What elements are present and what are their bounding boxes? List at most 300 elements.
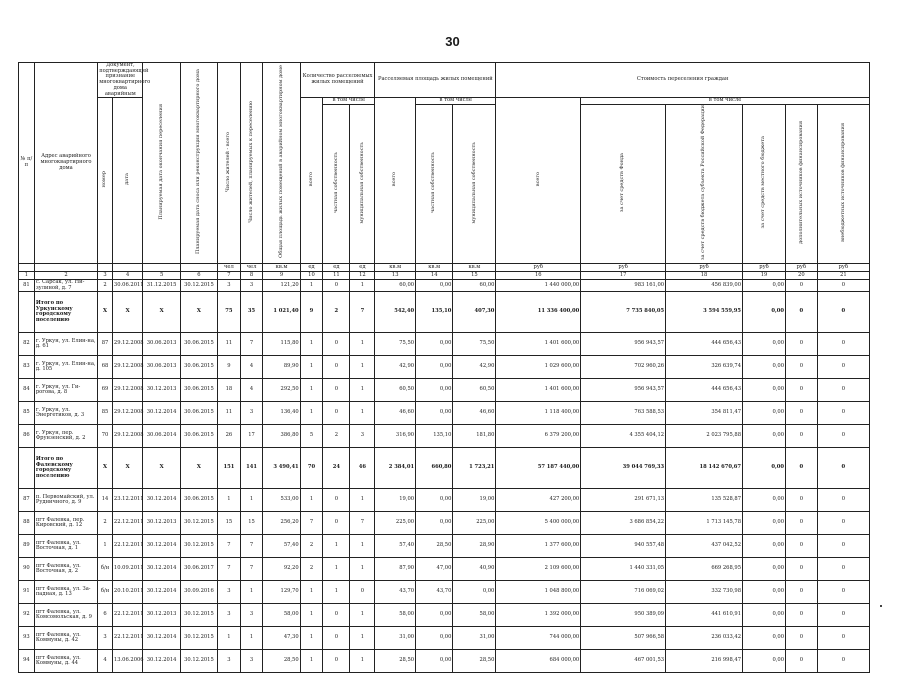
hdr-cost-region: за счет средств бюджета субъекта Российской Федерации (666, 105, 743, 264)
table-cell (19, 292, 35, 333)
table-cell: 135,10 (416, 425, 453, 448)
table-cell: 0 (817, 512, 869, 535)
table-cell: 1 (323, 581, 350, 604)
table-cell: 9 (218, 356, 241, 379)
table-cell: 30.12.2014 (143, 650, 180, 673)
table-cell: 0 (786, 333, 818, 356)
table-cell: 236 033,42 (666, 627, 743, 650)
table-cell: 0,00 (743, 356, 786, 379)
table-cell: 60,50 (453, 379, 496, 402)
table-cell: 82 (19, 333, 35, 356)
table-cell: 30.12.2013 (143, 379, 180, 402)
table-cell: 427 200,00 (496, 489, 581, 512)
table-cell: 22.12.2011 (112, 512, 143, 535)
table-cell: 316,90 (375, 425, 416, 448)
table-cell: 507 966,58 (581, 627, 666, 650)
table-cell: 87,90 (375, 558, 416, 581)
table-cell: 135,10 (416, 292, 453, 333)
column-number: 4 (112, 271, 143, 279)
table-cell: 2 384,01 (375, 448, 416, 489)
table-cell: 292,50 (263, 379, 300, 402)
table-cell: 1 (350, 535, 375, 558)
column-number: 10 (300, 271, 323, 279)
table-cell: 1 (350, 604, 375, 627)
table-row (19, 279, 870, 291)
table-cell: 29.12.2008 (112, 333, 143, 356)
hdr-cost-incl: в том числе (581, 98, 870, 105)
hdr-cost-total: всего (496, 98, 581, 264)
table-cell: 30.12.2015 (180, 604, 217, 627)
table-cell: 2 (300, 535, 323, 558)
table-cell: 30.12.2013 (143, 512, 180, 535)
table-cell: 30.12.2015 (180, 650, 217, 673)
table-cell: 129,70 (263, 581, 300, 604)
table-cell: 0 (817, 604, 869, 627)
table-cell: 75 (218, 292, 241, 333)
table-cell: 136,40 (263, 402, 300, 425)
table-cell: 7 (240, 535, 263, 558)
table-cell: 47,30 (263, 627, 300, 650)
table-cell: X (143, 448, 180, 489)
table-cell: 702 960,26 (581, 356, 666, 379)
table-cell: 2 (98, 279, 113, 291)
table-cell: 3 (218, 581, 241, 604)
table-cell: г. Уркун, ул. Елин-на, д. 61 (34, 333, 97, 356)
table-cell: 0 (323, 379, 350, 402)
table-cell: 1 (300, 279, 323, 291)
table-cell: 1 (300, 356, 323, 379)
unit-cell: руб (743, 263, 786, 271)
table-cell: 93 (19, 627, 35, 650)
table-cell: 1 021,40 (263, 292, 300, 333)
table-cell: 0,00 (743, 604, 786, 627)
table-cell: 0 (323, 627, 350, 650)
table-cell: 763 588,53 (581, 402, 666, 425)
table-cell: 0,00 (743, 512, 786, 535)
table-cell: 0 (817, 279, 869, 291)
table-cell: 0,00 (416, 333, 453, 356)
table-cell: 30.06.2015 (180, 402, 217, 425)
table-cell: 28,50 (453, 650, 496, 673)
table-cell: 956 943,57 (581, 333, 666, 356)
table-cell: 1 029 600,00 (496, 356, 581, 379)
table-cell: 57,40 (375, 535, 416, 558)
table-cell: 3 686 854,22 (581, 512, 666, 535)
table-cell: 0 (786, 558, 818, 581)
column-number: 12 (350, 271, 375, 279)
table-cell: 85 (98, 402, 113, 425)
table-cell: 0 (817, 292, 869, 333)
hdr-residents: Число жителей - всего (218, 63, 241, 264)
unit-cell: ед (323, 263, 350, 271)
table-cell: 1 (300, 650, 323, 673)
table-cell: 1 (300, 604, 323, 627)
column-number: 13 (375, 271, 416, 279)
table-cell: 81 (19, 279, 35, 291)
table-cell: 0,00 (743, 650, 786, 673)
table-cell: 43,70 (375, 581, 416, 604)
table-cell: Итого по Фалевскому городскому поселению (34, 448, 97, 489)
table-cell: 28,50 (375, 650, 416, 673)
unit-cell: кв.м (263, 263, 300, 271)
column-numbers-row (19, 271, 870, 279)
table-cell: 0 (786, 356, 818, 379)
table-cell: 0,00 (743, 627, 786, 650)
table-cell: 1 (98, 535, 113, 558)
table-cell: 1 (240, 581, 263, 604)
table-cell: 94 (19, 650, 35, 673)
table-cell: 326 639,74 (666, 356, 743, 379)
table-cell: 0 (323, 279, 350, 291)
table-cell: б/н (98, 581, 113, 604)
table-cell: 30.06.2015 (180, 356, 217, 379)
hdr-area-incl: в том числе (416, 98, 496, 105)
hdr-area-municipal: муниципальная собственность (453, 105, 496, 264)
table-cell: 0 (323, 650, 350, 673)
table-cell: 11 336 400,00 (496, 292, 581, 333)
table-cell: 30.06.2014 (143, 425, 180, 448)
column-number: 11 (323, 271, 350, 279)
table-cell: X (98, 448, 113, 489)
table-cell: 0 (786, 425, 818, 448)
table-cell: 0 (323, 512, 350, 535)
table-cell: 983 161,00 (581, 279, 666, 291)
table-cell: 30.06.2015 (180, 425, 217, 448)
table-cell: пгт Фалевка, ул. Восточная, д. 2 (34, 558, 97, 581)
table-cell: 1 (218, 627, 241, 650)
table-cell: 28,50 (416, 535, 453, 558)
table-cell: 30.12.2014 (143, 402, 180, 425)
table-cell: 0 (817, 402, 869, 425)
table-row (19, 581, 870, 604)
total-row (19, 448, 870, 489)
table-cell: 1 (350, 650, 375, 673)
table-cell: 0 (786, 581, 818, 604)
column-number: 19 (743, 271, 786, 279)
table-cell: 669 268,95 (666, 558, 743, 581)
table-cell: 1 (300, 627, 323, 650)
table-cell: 29.12.2008 (112, 379, 143, 402)
table-cell: 684 000,00 (496, 650, 581, 673)
hdr-rooms-area: Расселяемая площадь жилых помещений (375, 63, 496, 98)
hdr-cost-fund: за счет средств Фонда (581, 105, 666, 264)
column-number: 20 (786, 271, 818, 279)
table-cell: 30.12.2014 (143, 627, 180, 650)
hdr-area-total: всего (375, 98, 416, 264)
table-cell: 1 (240, 627, 263, 650)
table-row (19, 425, 870, 448)
table-cell: 5 400 000,00 (496, 512, 581, 535)
table-cell: 950 389,09 (581, 604, 666, 627)
table-cell: 4 (98, 650, 113, 673)
table-cell: 5 (300, 425, 323, 448)
table-cell: 30.12.2014 (143, 581, 180, 604)
table-cell: 60,00 (375, 279, 416, 291)
table-cell: 1 713 145,78 (666, 512, 743, 535)
table-cell: 1 (350, 356, 375, 379)
table-cell: 135 528,87 (666, 489, 743, 512)
table-row (19, 558, 870, 581)
hdr-rooms-count: Количество расселяемых жилых помещений (300, 63, 375, 98)
table-cell: 7 (300, 512, 323, 535)
table-cell: 60,50 (375, 379, 416, 402)
table-cell: 46 (350, 448, 375, 489)
table-cell: пгт Фалевка, ул. Коммуны, д. 42 (34, 627, 97, 650)
table-cell: 91 (19, 581, 35, 604)
table-cell: 444 656,43 (666, 333, 743, 356)
table-cell: 7 (240, 333, 263, 356)
table-cell: 86 (19, 425, 35, 448)
table-row (19, 356, 870, 379)
table-cell: 28,50 (263, 650, 300, 673)
page-number: 30 (445, 34, 460, 49)
table-cell: 0 (786, 489, 818, 512)
total-row (19, 292, 870, 333)
table-cell: 29.12.2008 (112, 402, 143, 425)
table-cell: 11 (218, 333, 241, 356)
table-cell: 69 (98, 379, 113, 402)
column-number: 18 (666, 271, 743, 279)
table-cell: 660,80 (416, 448, 453, 489)
table-cell: 0,00 (416, 356, 453, 379)
table-cell: 0 (323, 402, 350, 425)
column-number: 9 (263, 271, 300, 279)
table-cell: 0,00 (743, 581, 786, 604)
table-cell: X (180, 292, 217, 333)
table-cell: 30.06.2015 (180, 333, 217, 356)
table-cell: 0,00 (416, 402, 453, 425)
table-cell: 30.09.2016 (180, 581, 217, 604)
table-cell: 87 (19, 489, 35, 512)
table-cell: 940 557,48 (581, 535, 666, 558)
hdr-count-municipal: муниципальная собственность (350, 105, 375, 264)
table-cell: 542,40 (375, 292, 416, 333)
table-cell: г. Уркун, пер. Фрунзенский, д. 2 (34, 425, 97, 448)
table-cell: 3 (218, 604, 241, 627)
units-row (19, 263, 870, 271)
table-cell: 30.12.2014 (143, 558, 180, 581)
table-cell: 0,00 (743, 448, 786, 489)
table-cell: 30.06.2017 (180, 558, 217, 581)
table-cell: 13.06.2006 (112, 650, 143, 673)
table-cell: 407,30 (453, 292, 496, 333)
table-row (19, 627, 870, 650)
table-cell: 30.12.2014 (143, 535, 180, 558)
table-cell: 1 (350, 627, 375, 650)
column-number: 21 (817, 271, 869, 279)
table-cell: пгт Фалевка, ул. За-падная, д. 13 (34, 581, 97, 604)
table-cell: 58,00 (375, 604, 416, 627)
table-cell: 0 (817, 535, 869, 558)
hdr-total-area: Общая площадь жилых помещений в аварийном многоквартирном доме (263, 63, 300, 264)
hdr-doc-date: дата (112, 98, 143, 264)
table-cell: 2 (323, 425, 350, 448)
table-cell: 1 (350, 558, 375, 581)
table-cell: 58,00 (453, 604, 496, 627)
table-cell: 0,00 (416, 627, 453, 650)
table-cell: 1 401 600,00 (496, 333, 581, 356)
hdr-area-private: частная собственность (416, 105, 453, 264)
table-cell: 42,90 (375, 356, 416, 379)
table-cell: 1 401 600,00 (496, 379, 581, 402)
table-cell: 467 001,53 (581, 650, 666, 673)
table-cell: 0,00 (743, 489, 786, 512)
table-cell: 3 (240, 279, 263, 291)
unit-cell: чел (240, 263, 263, 271)
table-cell: 31,00 (453, 627, 496, 650)
table-cell: 30.06.2011 (112, 279, 143, 291)
table-cell: 256,20 (263, 512, 300, 535)
table-cell: 24 (323, 448, 350, 489)
table-cell: 1 (350, 279, 375, 291)
table-cell: 68 (98, 356, 113, 379)
table-cell: 30.12.2015 (180, 279, 217, 291)
table-cell: 14 (98, 489, 113, 512)
table-cell: 0 (786, 650, 818, 673)
unit-cell (98, 263, 113, 271)
table-cell: 533,00 (263, 489, 300, 512)
table-cell: 3 (240, 604, 263, 627)
table-cell: 22.12.2011 (112, 535, 143, 558)
hdr-cost: Стоимость переселения граждан (496, 63, 870, 98)
table-cell: 0 (817, 356, 869, 379)
table-cell: 0,00 (743, 333, 786, 356)
table-cell: 89,90 (263, 356, 300, 379)
unit-cell: руб (581, 263, 666, 271)
table-cell: 2 109 600,00 (496, 558, 581, 581)
hdr-residents-planned: Число жителей, планируемых к переселению (240, 63, 263, 264)
table-cell: 70 (98, 425, 113, 448)
unit-cell: руб (786, 263, 818, 271)
table-cell: 0,00 (743, 292, 786, 333)
table-cell: 7 (350, 512, 375, 535)
table-cell: 0 (817, 333, 869, 356)
table-cell: 0 (817, 581, 869, 604)
table-cell: 20.10.2011 (112, 581, 143, 604)
hdr-planned-relocation: Планируемая дата окончания переселения (143, 63, 180, 264)
table-cell: 3 (218, 279, 241, 291)
table-cell: 30.06.2015 (180, 489, 217, 512)
table-cell: 30.12.2014 (143, 489, 180, 512)
table-cell: г. Уркун, ул. Энергетиков, д. 3 (34, 402, 97, 425)
unit-cell (34, 263, 97, 271)
table-cell: 31.12.2015 (143, 279, 180, 291)
table-cell: 1 (300, 333, 323, 356)
table-cell: 90 (19, 558, 35, 581)
scan-speck (880, 605, 882, 607)
unit-cell: руб (817, 263, 869, 271)
table-cell: X (180, 448, 217, 489)
table-cell: 0,00 (743, 279, 786, 291)
table-cell: 7 (218, 535, 241, 558)
table-row (19, 650, 870, 673)
table-cell: 0 (817, 489, 869, 512)
table-cell: 141 (240, 448, 263, 489)
table-cell: 3 490,41 (263, 448, 300, 489)
table-cell: 3 (218, 650, 241, 673)
hdr-count-private: частная собственность (323, 105, 350, 264)
table-cell: 18 142 670,67 (666, 448, 743, 489)
table-cell: 1 (350, 379, 375, 402)
table-cell: 956 943,57 (581, 379, 666, 402)
table-cell: 151 (218, 448, 241, 489)
table-cell: 75,50 (375, 333, 416, 356)
hdr-count-total: всего (300, 98, 323, 264)
table-cell: 84 (19, 379, 35, 402)
table-cell: 0,00 (743, 535, 786, 558)
table-cell: 58,00 (263, 604, 300, 627)
table-cell: 0,00 (416, 379, 453, 402)
table-body (19, 279, 870, 672)
table-cell: 75,50 (453, 333, 496, 356)
table-cell: 2 (323, 292, 350, 333)
table-cell: 11 (218, 402, 241, 425)
table-cell: 30.12.2013 (143, 604, 180, 627)
table-cell: 1 440 331,05 (581, 558, 666, 581)
table-cell: 6 (98, 604, 113, 627)
table-cell: 0 (817, 379, 869, 402)
unit-cell: ед (300, 263, 323, 271)
table-cell: 3 (98, 627, 113, 650)
column-number: 14 (416, 271, 453, 279)
table-cell: 1 (350, 402, 375, 425)
table-cell: 0 (817, 627, 869, 650)
column-number: 3 (98, 271, 113, 279)
table-cell: 19,00 (375, 489, 416, 512)
table-cell: 18 (218, 379, 241, 402)
table-cell: пгт Фалевка, ул. Комсомольская, д. 9 (34, 604, 97, 627)
column-number: 7 (218, 271, 241, 279)
table-cell: 0,00 (416, 279, 453, 291)
table-cell: 1 392 000,00 (496, 604, 581, 627)
table-cell: б/н (98, 558, 113, 581)
table-cell: 1 (350, 489, 375, 512)
table-cell: 1 (300, 379, 323, 402)
table-cell: пгт Фалевка, ул. Коммуны, д. 44 (34, 650, 97, 673)
table-cell: 0,00 (743, 558, 786, 581)
unit-cell: руб (496, 263, 581, 271)
table-cell: 39 044 769,33 (581, 448, 666, 489)
table-cell: 46,60 (453, 402, 496, 425)
table-cell: 744 000,00 (496, 627, 581, 650)
table-cell: 0,00 (416, 650, 453, 673)
table-cell: 386,80 (263, 425, 300, 448)
table-cell: 0 (323, 356, 350, 379)
table-cell: 1 (300, 402, 323, 425)
table-cell: 0 (817, 425, 869, 448)
table-cell: X (112, 292, 143, 333)
table-cell: 17 (240, 425, 263, 448)
hdr-cost-extra: дополнительных источников финансирования (786, 105, 818, 264)
table-cell: X (112, 448, 143, 489)
table-cell: 10.09.2011 (112, 558, 143, 581)
table-cell: 4 355 404,12 (581, 425, 666, 448)
column-number: 8 (240, 271, 263, 279)
table-cell: 0 (817, 650, 869, 673)
table-cell: 22.12.2011 (112, 627, 143, 650)
table-cell: 716 069,02 (581, 581, 666, 604)
table-cell: 57,40 (263, 535, 300, 558)
table-cell: 3 (350, 425, 375, 448)
table-cell: 0 (323, 489, 350, 512)
table-cell: 0,00 (416, 512, 453, 535)
table-cell: 29.12.2008 (112, 356, 143, 379)
table-cell: 4 (240, 356, 263, 379)
table-cell: 225,00 (453, 512, 496, 535)
hdr-address: Адрес аварийного многоквартирного дома (34, 63, 97, 264)
hdr-cost-extra-fin: внебюджетных источников финансирования (817, 105, 869, 264)
table-cell: 0 (786, 535, 818, 558)
